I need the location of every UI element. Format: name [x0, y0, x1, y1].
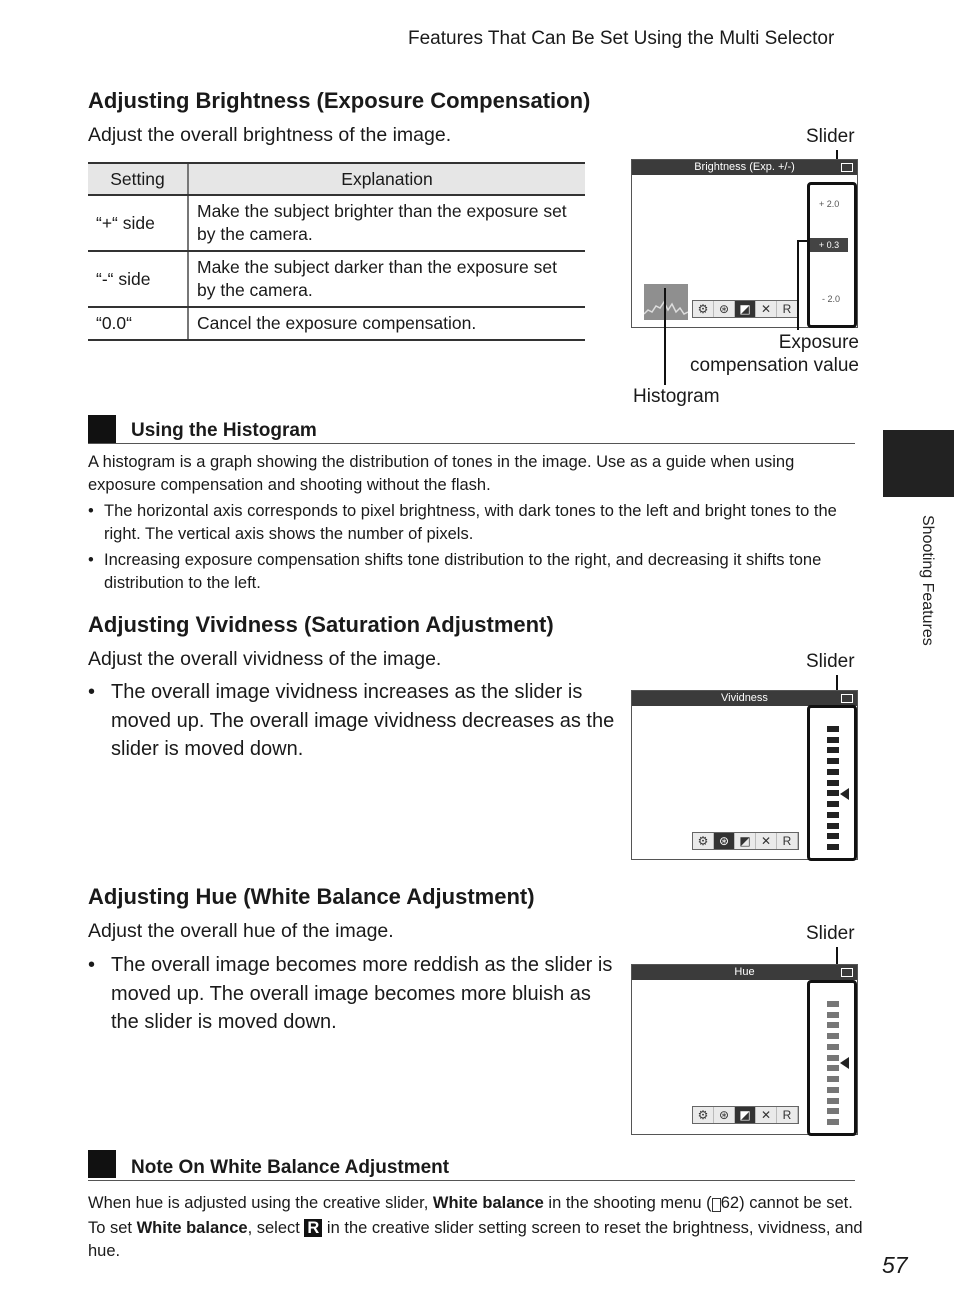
section-tab	[883, 430, 954, 497]
list-item: • The overall image vividness increases as the slider is moved up. The overall image vividness decreases as the slider is moved down.	[111, 678, 621, 764]
section-label: Shooting Features	[919, 515, 936, 646]
vividness-lead: Adjust the overall vividness of the image.	[88, 648, 442, 670]
hue-icon[interactable]: ◩	[735, 1107, 756, 1123]
reset-icon: R	[304, 1219, 322, 1237]
reset-icon[interactable]: R	[777, 301, 798, 317]
hue-lead: Adjust the overall hue of the image.	[88, 920, 394, 942]
list-item: • The horizontal axis corresponds to pixel brightness, with dark tones to the left and bright tones to the right. The vertical axis shows the number of pixels.	[104, 500, 864, 546]
hue-slider[interactable]	[807, 980, 857, 1136]
screen-title: Vividness	[632, 691, 857, 706]
vividness-slider[interactable]	[807, 705, 857, 861]
brightness-icon[interactable]: ⚙	[693, 301, 714, 317]
exposure-table	[88, 162, 585, 341]
wb-note-heading: Note On White Balance Adjustment	[131, 1157, 450, 1178]
slider-tick	[827, 1108, 839, 1114]
explanation-cell: Make the subject darker than the exposure set by the camera.	[188, 251, 585, 307]
slider-tick	[827, 1022, 839, 1028]
slider-min-value: - 2.0	[822, 294, 841, 304]
icon-bar	[692, 300, 799, 318]
wb-note-text	[88, 1192, 863, 1263]
wb-bold: White balance	[136, 1219, 248, 1237]
slider-max-value: + 2.0	[819, 199, 840, 209]
vividness-heading: Adjusting Vividness (Saturation Adjustment)	[88, 612, 554, 637]
exposure-value-label: Exposure compensation value	[690, 332, 859, 376]
vividness-icon[interactable]: ⊛	[714, 833, 735, 849]
list-item: • The overall image becomes more reddish as the slider is moved up. The overall image becomes more bluish as the slider is moved down.	[111, 951, 621, 1037]
setting-cell: “0.0“	[88, 307, 188, 340]
slider-marker[interactable]	[840, 788, 849, 800]
wb-text: When hue is adjusted using the creative slider,	[88, 1194, 433, 1212]
value-leader	[797, 240, 799, 330]
explanation-cell: Make the subject brighter than the exposure set by the camera.	[188, 195, 585, 251]
hue-icon[interactable]: ◩	[735, 301, 756, 317]
slider-label: Slider	[806, 126, 855, 147]
wb-text: ) cannot be set. To set	[88, 1194, 853, 1237]
screen-title: Brightness (Exp. +/-)	[632, 160, 857, 175]
slider-tick	[827, 1076, 839, 1082]
hue-heading: Adjusting Hue (White Balance Adjustment)	[88, 884, 535, 909]
brightness-heading: Adjusting Brightness (Exposure Compensation)	[88, 88, 591, 113]
note-rule	[88, 443, 855, 444]
slider-tick	[827, 1033, 839, 1039]
explanation-cell: Cancel the exposure compensation.	[188, 307, 585, 340]
slider-marker[interactable]	[840, 1057, 849, 1069]
slider-tick	[827, 801, 839, 807]
slider-tick	[827, 1119, 839, 1125]
slider-tick	[827, 726, 839, 732]
close-icon[interactable]: ✕	[756, 301, 777, 317]
brightness-lead: Adjust the overall brightness of the image.	[88, 124, 452, 146]
slider-tick	[827, 1044, 839, 1050]
table-row	[88, 307, 585, 340]
icon-bar	[692, 832, 799, 850]
hue-screen	[631, 964, 858, 1135]
close-icon[interactable]: ✕	[756, 1107, 777, 1123]
slider-tick	[827, 833, 839, 839]
hue-icon[interactable]: ◩	[735, 833, 756, 849]
page-ref[interactable]: 62	[720, 1194, 740, 1212]
wb-text: in the creative slider setting screen to reset the brightness, vividness, and hue.	[88, 1219, 863, 1260]
brightness-icon[interactable]: ⚙	[693, 833, 714, 849]
col-explanation: Explanation	[188, 163, 585, 195]
page-number: 57	[882, 1252, 908, 1278]
slider-tick	[827, 823, 839, 829]
hue-bullets	[111, 951, 621, 1037]
brightness-icon[interactable]: ⚙	[693, 1107, 714, 1123]
histogram-label: Histogram	[633, 386, 720, 407]
vividness-bullets	[111, 678, 621, 764]
vividness-screen	[631, 690, 858, 860]
current-value: + 0.3	[810, 238, 848, 252]
setting-cell: “-“ side	[88, 251, 188, 307]
slider-tick	[827, 769, 839, 775]
table-row	[88, 195, 585, 251]
slider-tick	[827, 1065, 839, 1071]
battery-icon	[841, 163, 853, 172]
book-icon	[712, 1198, 721, 1212]
wb-text: in the shooting menu (	[543, 1194, 712, 1212]
slider-tick	[827, 1012, 839, 1018]
slider-tick	[827, 737, 839, 743]
note-rule	[88, 1180, 855, 1181]
pencil-icon	[88, 415, 116, 443]
running-head: Features That Can Be Set Using the Multi Selector	[408, 28, 835, 49]
wb-bold: White balance	[432, 1194, 544, 1212]
battery-icon	[841, 968, 853, 977]
battery-icon	[841, 694, 853, 703]
setting-cell: “+“ side	[88, 195, 188, 251]
table-row	[88, 251, 585, 307]
histogram-leader	[664, 288, 666, 385]
slider-tick	[827, 747, 839, 753]
slider-tick	[827, 790, 839, 796]
list-item: • Increasing exposure compensation shifts tone distribution to the right, and decreasing it shifts tone distribution to the left.	[104, 549, 864, 595]
screen-title: Hue	[632, 965, 857, 980]
vividness-icon[interactable]: ⊛	[714, 1107, 735, 1123]
slider-label: Slider	[806, 651, 855, 672]
vividness-icon[interactable]: ⊛	[714, 301, 735, 317]
slider-tick	[827, 1001, 839, 1007]
slider-tick	[827, 812, 839, 818]
reset-icon[interactable]: R	[777, 833, 798, 849]
icon-bar	[692, 1106, 799, 1124]
col-setting: Setting	[88, 163, 188, 195]
value-leader-h	[797, 240, 809, 242]
reset-icon[interactable]: R	[777, 1107, 798, 1123]
histogram-note-para: A histogram is a graph showing the distribution of tones in the image. Use as a guide when using exposure compensation and shooting without the flash.	[88, 453, 795, 494]
check-note-icon	[88, 1150, 116, 1178]
slider-tick	[827, 1055, 839, 1061]
slider-tick	[827, 1087, 839, 1093]
slider-tick	[827, 844, 839, 850]
exposure-slider[interactable]	[807, 182, 857, 328]
histogram-graph	[644, 284, 688, 320]
slider-tick	[827, 1098, 839, 1104]
histogram-bullets	[104, 500, 864, 595]
wb-text: , select	[247, 1219, 305, 1237]
slider-tick	[827, 780, 839, 786]
close-icon[interactable]: ✕	[756, 833, 777, 849]
slider-label: Slider	[806, 923, 855, 944]
histogram-note-heading: Using the Histogram	[131, 420, 317, 441]
slider-tick	[827, 758, 839, 764]
